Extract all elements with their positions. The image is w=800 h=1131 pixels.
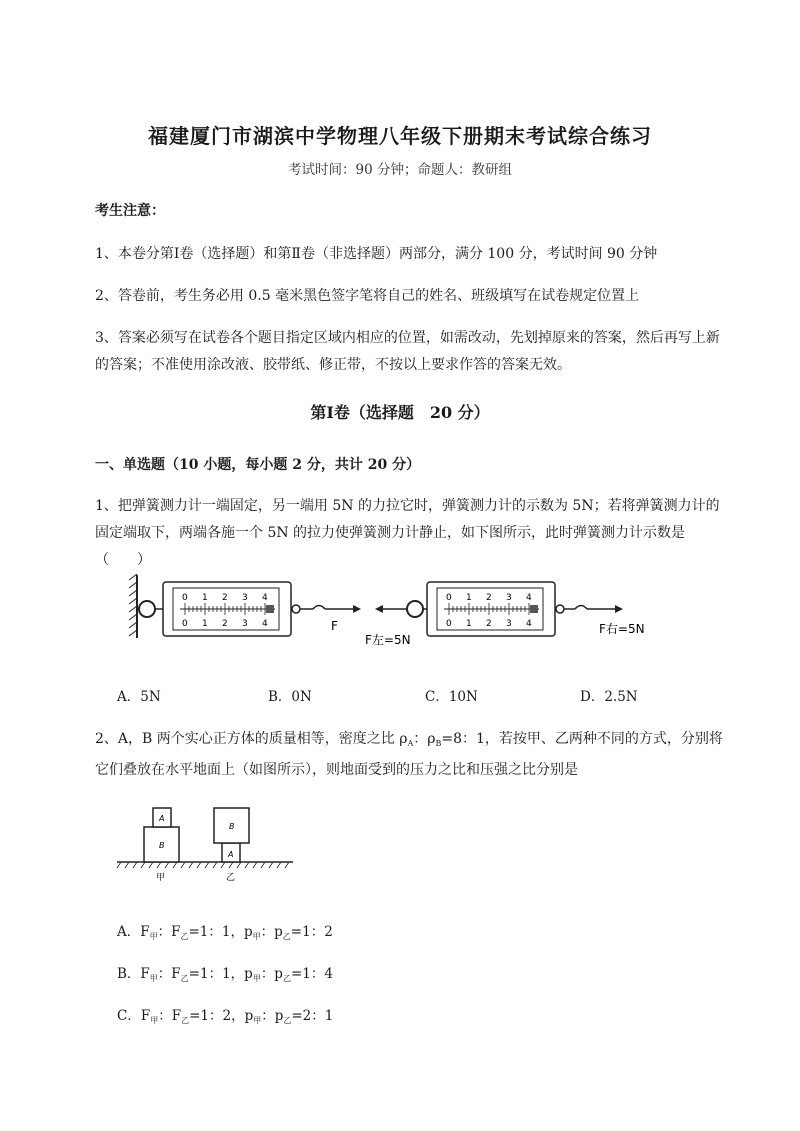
label-yi: 乙 <box>226 873 236 883</box>
notice-item-3: 3、答案必须写在试卷各个题目指定区域内相应的位置，如需改动，先划掉原来的答案，然后再写上新的答案；不准使用涂改液、胶带纸、修正带，不按以上要求作答的答案无效。 <box>95 330 720 373</box>
force-label-f: F <box>331 619 338 633</box>
force-label-left: F左=5N <box>365 633 411 647</box>
tick-label: 1 <box>466 619 472 629</box>
spring-scale-figure <box>125 570 665 650</box>
tick-label: 2 <box>486 619 492 629</box>
wall-hatch <box>129 574 137 638</box>
tick-label: 2 <box>222 593 228 603</box>
notice-item-1: 1、本卷分第Ⅰ卷（选择题）和第Ⅱ卷（非选择题）两部分，满分 100 分，考试时间 90 分钟 <box>95 246 658 262</box>
block-b-label: B <box>159 841 165 850</box>
tick-label: 4 <box>262 619 268 629</box>
section-title: 第Ⅰ卷（选择题 20 分） <box>310 403 490 422</box>
tick-label: 4 <box>526 619 532 629</box>
tick-label: 3 <box>242 593 248 603</box>
exam-subtitle: 考试时间：90 分钟；命题人：教研组 <box>288 162 512 178</box>
tick-label: 4 <box>262 593 268 603</box>
tick-label: 0 <box>182 619 188 629</box>
part-heading: 一、单选题（10 小题，每小题 2 分，共计 20 分） <box>95 457 421 473</box>
q2-option-c[interactable]: C．$F_甲$：$F_乙=1$：2，$p_甲$：$p_乙=2$：1 <box>117 1008 334 1025</box>
tick-label: 2 <box>222 619 228 629</box>
spring-scale-right <box>365 582 645 647</box>
tick-label: 0 <box>446 593 452 603</box>
block-a-label: A <box>159 814 165 823</box>
notice-heading: 考生注意： <box>95 203 165 219</box>
q2-option-a[interactable]: A．$F_甲$：$F_乙=1$：1，$p_甲$：$p_乙=1$：2 <box>117 924 333 941</box>
tick-label: 3 <box>506 593 512 603</box>
label-jia: 甲 <box>156 873 166 883</box>
notice-item-2: 2、答卷前，考生务必用 0.5 毫米黑色签字笔将自己的姓名、班级填写在试卷规定位置上 <box>95 288 640 304</box>
q1-option-d[interactable]: D．2.5N <box>580 689 638 705</box>
block-b-label: B <box>229 822 235 831</box>
block-a-label: A <box>228 850 234 859</box>
q2-option-b[interactable]: B．$F_甲$：$F_乙=1$：1，$p_甲$：$p_乙=1$：4 <box>117 966 333 983</box>
stacked-blocks-figure <box>115 800 305 885</box>
q1-option-c[interactable]: C．10N <box>425 689 478 705</box>
force-label-right: F右=5N <box>599 622 645 636</box>
tick-label: 0 <box>446 619 452 629</box>
tick-label: 1 <box>466 593 472 603</box>
tick-label: 4 <box>526 593 532 603</box>
question-1-text: 1、把弹簧测力计一端固定，另一端用 5N 的力拉它时，弹簧测力计的示数为 5N；若将弹簧测力计的固定端取下，两端各施一个 5N 的拉力使弹簧测力计静止，如下图所示，此时弹簧测力计示数是（ ） <box>95 498 720 568</box>
tick-label: 3 <box>506 619 512 629</box>
tick-label: 1 <box>202 619 208 629</box>
q1-option-b[interactable]: B．0N <box>268 689 312 705</box>
tick-label: 3 <box>242 619 248 629</box>
q1-option-a[interactable]: A．5N <box>117 689 161 705</box>
spring-scale-left <box>139 582 361 636</box>
tick-label: 2 <box>486 593 492 603</box>
tick-label: 0 <box>182 593 188 603</box>
page-title: 福建厦门市湖滨中学物理八年级下册期末考试综合练习 <box>148 124 652 148</box>
question-2-text: 2、A，B 两个实心正方体的质量相等，密度之比 $\rho_A$：$\rho_B=8$：1，若按甲、乙两种不同的方式，分别将它们叠放在水平地面上（如图所示），则地面受到的压力之比和压强之比分别是 <box>95 731 723 778</box>
tick-label: 1 <box>202 593 208 603</box>
